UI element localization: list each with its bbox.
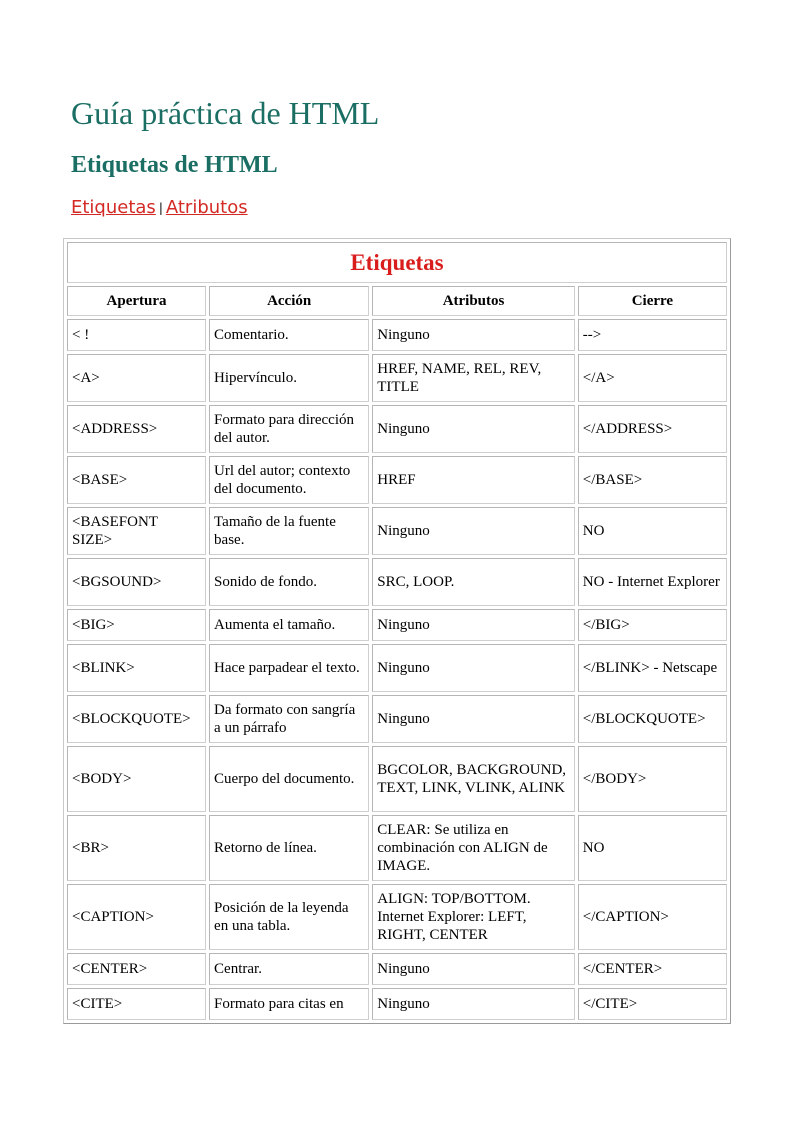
cell-cierre: NO bbox=[578, 815, 727, 881]
cell-cierre: </BLOCKQUOTE> bbox=[578, 695, 727, 743]
table-row bbox=[67, 319, 727, 351]
cell-atributos: Ninguno bbox=[372, 507, 575, 555]
cell-apertura: <BIG> bbox=[67, 609, 206, 641]
table-row bbox=[67, 884, 727, 950]
table-row bbox=[67, 609, 727, 641]
column-header-apertura: Apertura bbox=[67, 286, 206, 316]
table-row bbox=[67, 405, 727, 453]
nav-link-etiquetas[interactable]: Etiquetas bbox=[71, 197, 156, 218]
cell-atributos: Ninguno bbox=[372, 953, 575, 985]
table-row bbox=[67, 644, 727, 692]
cell-accion: Formato para citas en bbox=[209, 988, 369, 1020]
cell-apertura: <BASEFONT SIZE> bbox=[67, 507, 206, 555]
cell-accion: Posición de la leyenda en una tabla. bbox=[209, 884, 369, 950]
cell-cierre: </A> bbox=[578, 354, 727, 402]
column-header-cierre: Cierre bbox=[578, 286, 727, 316]
table-caption: Etiquetas bbox=[67, 242, 727, 283]
cell-accion: Sonido de fondo. bbox=[209, 558, 369, 606]
cell-atributos: Ninguno bbox=[372, 988, 575, 1020]
table-row bbox=[67, 815, 727, 881]
nav-separator: | bbox=[158, 200, 163, 215]
cell-atributos: Ninguno bbox=[372, 644, 575, 692]
cell-atributos: BGCOLOR, BACKGROUND, TEXT, LINK, VLINK, ALINK bbox=[372, 746, 575, 812]
cell-cierre: NO bbox=[578, 507, 727, 555]
cell-accion: Hipervínculo. bbox=[209, 354, 369, 402]
cell-apertura: <BLOCKQUOTE> bbox=[67, 695, 206, 743]
table-row bbox=[67, 988, 727, 1020]
table-header-row bbox=[67, 286, 727, 316]
table-row bbox=[67, 953, 727, 985]
cell-accion: Da formato con sangría a un párrafo bbox=[209, 695, 369, 743]
cell-apertura: < ! bbox=[67, 319, 206, 351]
cell-accion: Cuerpo del documento. bbox=[209, 746, 369, 812]
cell-apertura: <BODY> bbox=[67, 746, 206, 812]
cell-cierre: </BODY> bbox=[578, 746, 727, 812]
table-row bbox=[67, 558, 727, 606]
cell-accion: Url del autor; contexto del documento. bbox=[209, 456, 369, 504]
cell-cierre: </BASE> bbox=[578, 456, 727, 504]
cell-accion: Retorno de línea. bbox=[209, 815, 369, 881]
cell-accion: Hace parpadear el texto. bbox=[209, 644, 369, 692]
cell-apertura: <CITE> bbox=[67, 988, 206, 1020]
column-header-atributos: Atributos bbox=[372, 286, 575, 316]
cell-atributos: Ninguno bbox=[372, 609, 575, 641]
cell-apertura: <BGSOUND> bbox=[67, 558, 206, 606]
cell-atributos: ALIGN: TOP/BOTTOM. Internet Explorer: LEFT, RIGHT, CENTER bbox=[372, 884, 575, 950]
column-header-accion: Acción bbox=[209, 286, 369, 316]
table-row bbox=[67, 507, 727, 555]
cell-apertura: <CENTER> bbox=[67, 953, 206, 985]
cell-atributos: SRC, LOOP. bbox=[372, 558, 575, 606]
page-subtitle: Etiquetas de HTML bbox=[71, 152, 278, 178]
cell-cierre: </ADDRESS> bbox=[578, 405, 727, 453]
cell-cierre: </BIG> bbox=[578, 609, 727, 641]
cell-accion: Centrar. bbox=[209, 953, 369, 985]
cell-apertura: <A> bbox=[67, 354, 206, 402]
cell-accion: Aumenta el tamaño. bbox=[209, 609, 369, 641]
table-row bbox=[67, 695, 727, 743]
cell-apertura: <CAPTION> bbox=[67, 884, 206, 950]
cell-cierre: NO - Internet Explorer bbox=[578, 558, 727, 606]
cell-atributos: CLEAR: Se utiliza en combinación con ALIGN de IMAGE. bbox=[372, 815, 575, 881]
nav-link-atributos[interactable]: Atributos bbox=[165, 197, 248, 218]
section-nav bbox=[71, 197, 248, 219]
cell-atributos: HREF, NAME, REL, REV, TITLE bbox=[372, 354, 575, 402]
table-caption-row bbox=[67, 242, 727, 283]
cell-atributos: Ninguno bbox=[372, 695, 575, 743]
table-row bbox=[67, 456, 727, 504]
cell-atributos: Ninguno bbox=[372, 405, 575, 453]
cell-atributos: Ninguno bbox=[372, 319, 575, 351]
cell-cierre: </CITE> bbox=[578, 988, 727, 1020]
cell-accion: Comentario. bbox=[209, 319, 369, 351]
page-title: Guía práctica de HTML bbox=[71, 95, 380, 131]
tags-table bbox=[63, 238, 731, 1024]
cell-apertura: <BASE> bbox=[67, 456, 206, 504]
cell-cierre: </BLINK> - Netscape bbox=[578, 644, 727, 692]
cell-atributos: HREF bbox=[372, 456, 575, 504]
table-row bbox=[67, 354, 727, 402]
cell-accion: Formato para dirección del autor. bbox=[209, 405, 369, 453]
cell-apertura: <ADDRESS> bbox=[67, 405, 206, 453]
cell-cierre: </CAPTION> bbox=[578, 884, 727, 950]
cell-apertura: <BLINK> bbox=[67, 644, 206, 692]
table-row bbox=[67, 746, 727, 812]
cell-accion: Tamaño de la fuente base. bbox=[209, 507, 369, 555]
cell-apertura: <BR> bbox=[67, 815, 206, 881]
cell-cierre: --> bbox=[578, 319, 727, 351]
cell-cierre: </CENTER> bbox=[578, 953, 727, 985]
